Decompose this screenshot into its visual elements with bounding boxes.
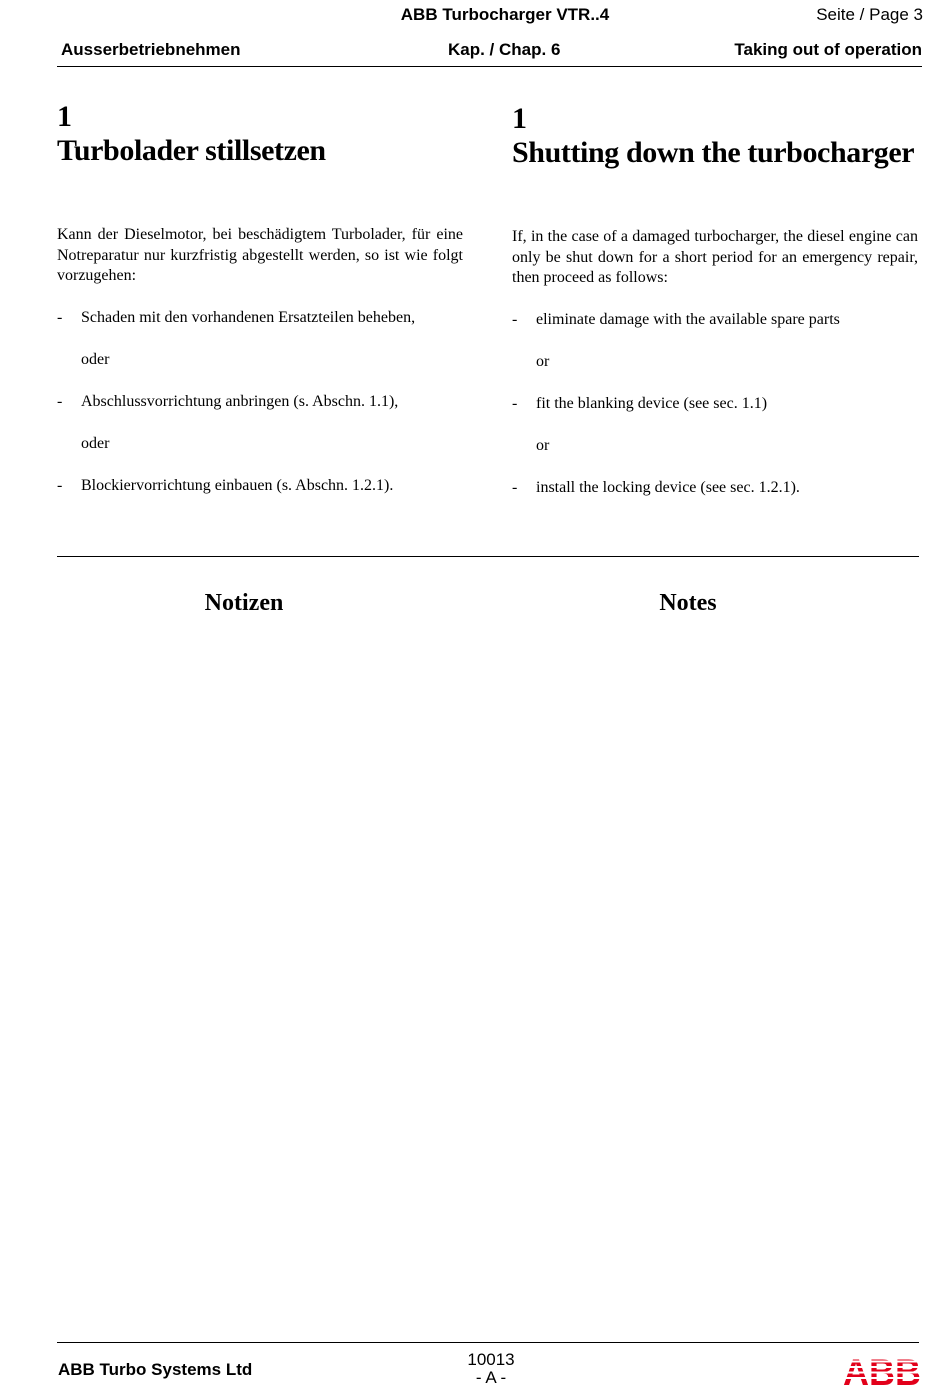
- section-name-english: Taking out of operation: [734, 40, 922, 59]
- abb-logo: [842, 1355, 922, 1387]
- list-item-text: Schaden mit den vorhandenen Ersatzteilen beheben,: [81, 309, 416, 326]
- header-rule: [57, 66, 922, 67]
- page-number: Seite / Page 3: [816, 5, 923, 24]
- german-intro: Kann der Dieselmotor, bei beschädigtem Turbolader, für eine Notreparatur nur kurzfristig abgestellt werden, so ist wie folgt vorzugehen:: [57, 226, 463, 284]
- german-list: [57, 308, 467, 508]
- list-dash: -: [57, 393, 63, 410]
- list-item-text: oder: [81, 351, 110, 368]
- list-dash: -: [512, 479, 518, 496]
- english-section-number: 1: [512, 102, 527, 135]
- list-dash: -: [57, 309, 63, 326]
- german-section-title: Turbolader stillsetzen: [57, 134, 326, 167]
- list-item-text: Blockiervorrichtung einbauen (s. Abschn. 1.2.1).: [81, 477, 394, 494]
- list-dash: -: [512, 311, 518, 328]
- footer-rule: [57, 1342, 919, 1343]
- german-column: [57, 100, 467, 168]
- notes-heading-english: Notes: [659, 590, 717, 616]
- revision: - A -: [475, 1368, 507, 1387]
- logo-fill: [842, 1355, 922, 1387]
- section-name-german: Ausserbetriebnehmen: [61, 40, 241, 59]
- list-dash: -: [57, 477, 63, 494]
- english-column: [512, 102, 932, 170]
- english-list: [512, 310, 922, 510]
- list-dash: -: [512, 395, 518, 412]
- list-item-text: install the locking device (see sec. 1.2.1).: [536, 479, 800, 496]
- list-item-text: or: [536, 353, 550, 370]
- german-section-number: 1: [57, 100, 72, 133]
- list-item-text: oder: [81, 435, 110, 452]
- list-item-text: or: [536, 437, 550, 454]
- notes-rule: [57, 556, 919, 557]
- document-title: ABB Turbocharger VTR..4: [400, 5, 610, 24]
- document-code: [441, 1351, 541, 1387]
- english-intro: If, in the case of a damaged turbocharger, the diesel engine can only be shut down for a short period for an emergency repair, then proceed as follows:: [512, 228, 918, 286]
- doc-number: 10013: [467, 1350, 515, 1369]
- english-section-title: Shutting down the turbocharger: [512, 136, 915, 169]
- company-name: ABB Turbo Systems Ltd: [58, 1360, 253, 1379]
- list-item-text: fit the blanking device (see sec. 1.1): [536, 395, 768, 412]
- chapter-label: Kap. / Chap. 6: [448, 40, 561, 59]
- list-item-text: eliminate damage with the available spare parts: [536, 311, 840, 328]
- list-item-text: Abschlussvorrichtung anbringen (s. Abschn. 1.1),: [81, 393, 399, 410]
- notes-heading-german: Notizen: [204, 590, 284, 616]
